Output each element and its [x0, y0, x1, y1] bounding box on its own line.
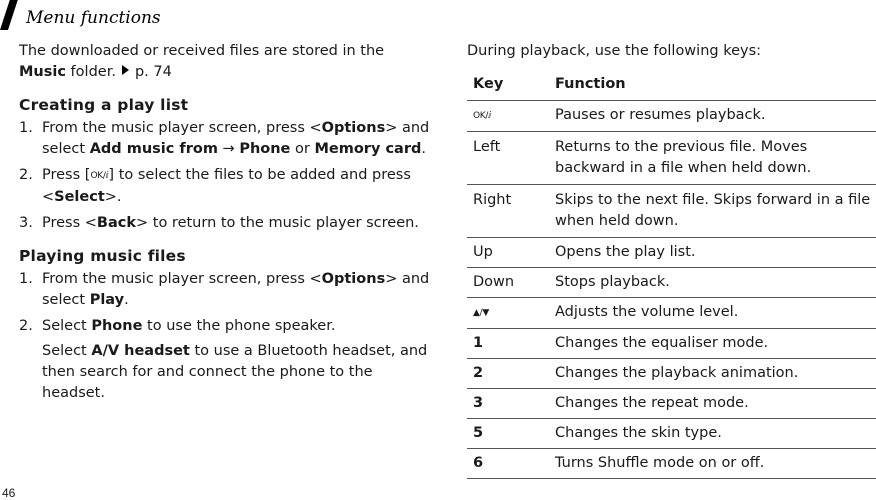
list-item: 2. Press [OK/ⅈ] to select the files to be added and press <Select>.: [19, 167, 411, 205]
list-item: 1. From the music player screen, press <Options> and select Play.: [19, 271, 430, 308]
key-cell: Right: [467, 185, 549, 238]
reference-arrow-icon: [122, 65, 129, 75]
key-cell: 2: [467, 359, 549, 389]
function-cell: Skips to the next file. Skips forward in a file when held down.: [549, 185, 876, 238]
key-cell: 6: [467, 449, 549, 479]
function-cell: Turns Shuffle mode on or off.: [549, 449, 876, 479]
intro-paragraph: The downloaded or received files are stored in the Music folder. p. 74: [19, 43, 385, 80]
right-column: [467, 41, 876, 479]
steps-playing-music-files: [19, 269, 434, 404]
column-header-function: Function: [549, 73, 876, 101]
page-reference[interactable]: p. 74: [134, 64, 172, 80]
steps-creating-play-list: [19, 118, 434, 234]
function-cell: Changes the equaliser mode.: [549, 329, 876, 359]
list-item: 1. From the music player screen, press <Options> and select Add music from → Phone or Memory card.: [19, 120, 430, 157]
table-row: [467, 329, 876, 359]
table-row: [467, 238, 876, 268]
key-cell: Left: [467, 132, 549, 185]
ok-key-icon: OK/ⅈ: [90, 171, 109, 181]
list-item: 2. Select Phone to use the phone speaker. Select A/V headset to use a Bluetooth headset, and then search for and connect the phone to the headset.: [19, 316, 434, 404]
table-header-row: [467, 73, 876, 101]
heading-playing-music-files: Playing music files: [19, 247, 186, 265]
key-cell: Up: [467, 238, 549, 268]
column-header-key: Key: [467, 73, 549, 101]
function-cell: Pauses or resumes playback.: [549, 101, 876, 132]
page-number: 46: [2, 486, 16, 500]
table-row: [467, 419, 876, 449]
table-row: [467, 132, 876, 185]
list-item: 3. Press <Back> to return to the music player screen.: [19, 215, 419, 231]
left-column: [19, 41, 434, 409]
ok-key-icon: OK/ⅈ: [473, 111, 491, 121]
key-cell: Down: [467, 268, 549, 298]
volume-keys-cell: [467, 298, 549, 329]
function-cell: Stops playback.: [549, 268, 876, 298]
function-cell: Changes the skin type.: [549, 419, 876, 449]
function-cell: Returns to the previous file. Moves backward in a file when held down.: [549, 132, 876, 185]
section-title: Menu functions: [26, 8, 161, 28]
volume-up-down-icon: ▲/▼: [473, 308, 489, 318]
key-cell: [467, 101, 549, 132]
function-cell: Changes the repeat mode.: [549, 389, 876, 419]
function-cell: Adjusts the volume level.: [549, 298, 876, 329]
table-row: [467, 298, 876, 329]
function-cell: Changes the playback animation.: [549, 359, 876, 389]
table-row: [467, 359, 876, 389]
table-row: [467, 449, 876, 479]
playback-keys-table: [467, 73, 876, 479]
headset-note: Select A/V headset to use a Bluetooth headset, and then search for and connect the phone to the headset.: [42, 343, 428, 401]
function-cell: Opens the play list.: [549, 238, 876, 268]
table-row: [467, 268, 876, 298]
table-row: [467, 389, 876, 419]
playback-intro: During playback, use the following keys:: [467, 43, 762, 59]
table-row: [467, 101, 876, 132]
key-cell: 5: [467, 419, 549, 449]
header-accent-bar: [0, 0, 18, 30]
key-cell: 1: [467, 329, 549, 359]
key-cell: 3: [467, 389, 549, 419]
heading-creating-play-list: Creating a play list: [19, 96, 189, 114]
table-row: [467, 185, 876, 238]
